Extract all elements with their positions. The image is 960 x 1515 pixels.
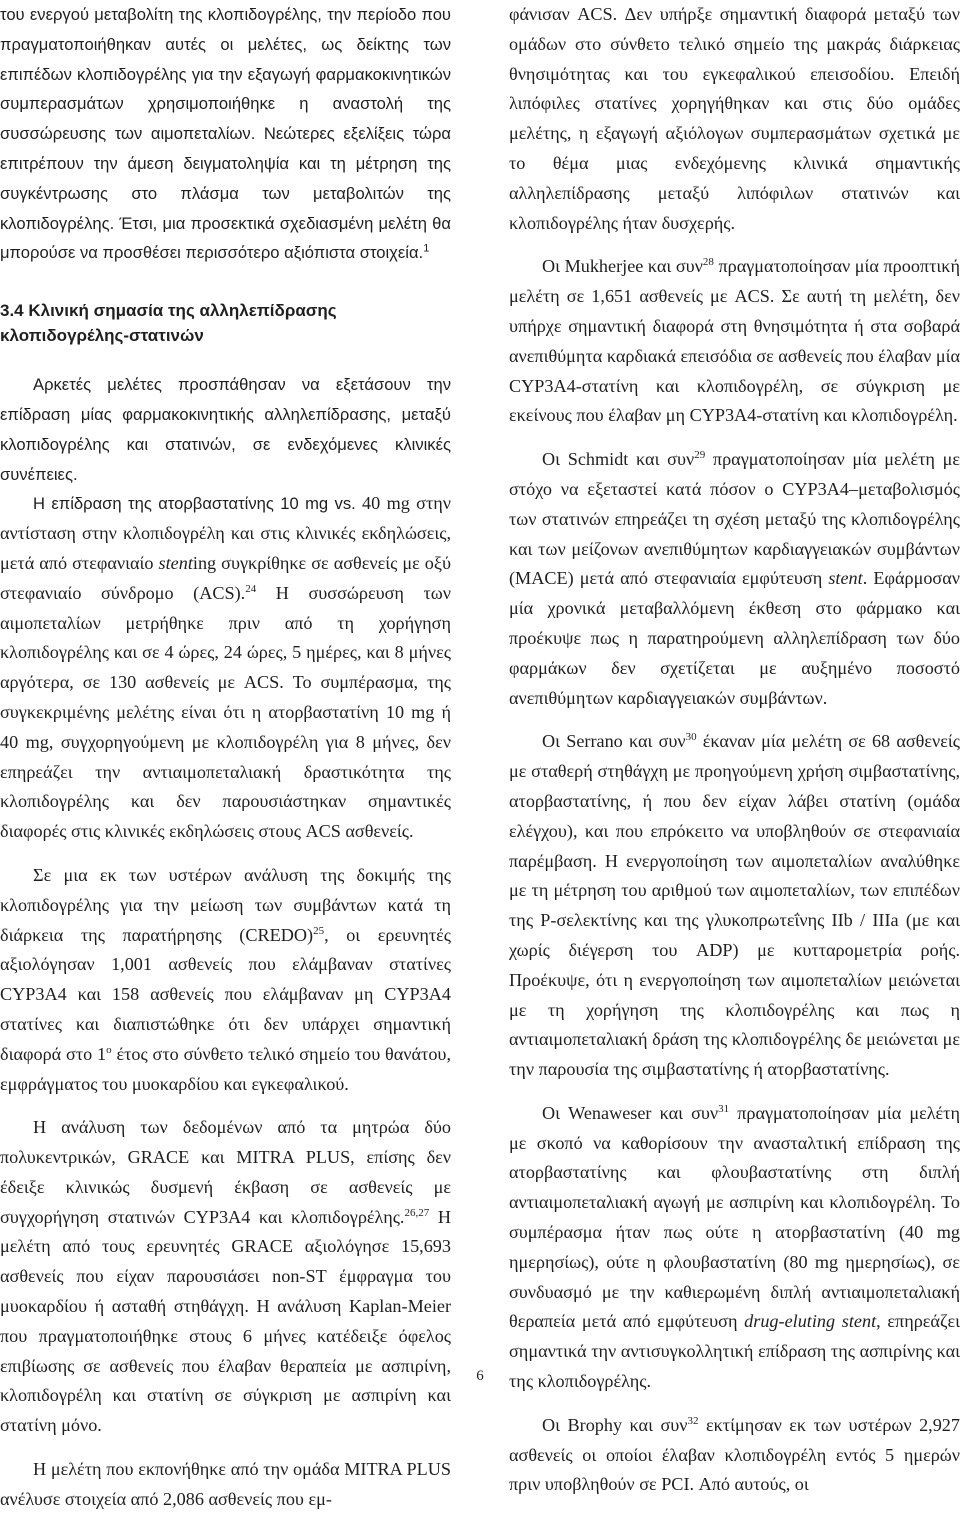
paragraph-mukherjee: Οι Mukherjee και συν$^{28}$ πραγματοποίησαν μία προοπτική μελέτη σε 1,651 ασθενείς με ACS. Σε αυτή τη μελέτη, δεν υπήρχε σημαντική διαφορά στη θνησιμότητα ή στα σοβαρά ανεπιθύμητα καρδιακά επεισόδια σε ασθενείς που έλαβαν μία CYP3A4-στατίνη και κλοπιδογρέλη, σε σύγκριση με εκείνους που έλαβαν μη CYP3A4-στατίνη και κλοπιδογρέλη.: [509, 256, 960, 426]
section-heading-3-4: 3.4 Κλινική σημασία της αλληλεπίδρασης κλοπιδογρέλης-στατινών: [0, 301, 337, 346]
paragraph-2: Η επίδραση της ατορβαστατίνης 10 mg vs. 40 mg στην αντίσταση στην κλοπιδογρέλη και στις κλινικές εκδηλώσεις, μετά από στεφανιαίο stenting συγκρίθηκε σε ασθενείς με οξύ στεφανιαίο σύνδρομο (ACS).$^{24}$ Η συσσώρευση των αιμοπεταλίων μετρήθηκε πριν από τη χορήγηση κλοπιδογρέλης και σε 4 ώρες, 24 ώρες, 5 ημέρες, και 8 μήνες αργότερα, σε 130 ασθενείς με ACS. Το συμπέρασμα, της συγκεκριμένης μελέτης είναι ότι η ατορβαστατίνη 10 mg ή 40 mg, συγχορηγούμενη με κλοπιδογρέλη για 8 μήνες, δεν επηρεάζει την αντιαιμοπεταλιακή δραστικότητα της κλοπιδογρέλης και δεν παρουσιάστηκαν σημαντικές διαφορές στις κλινικές εκδηλώσεις στους ACS ασθενείς.: [0, 493, 451, 842]
citation-24: 24: [245, 582, 257, 595]
citation-28: 28: [702, 256, 714, 269]
citation-25: 25: [313, 924, 325, 937]
citation-32: 32: [687, 1414, 699, 1427]
paragraph-continued: φάνισαν ACS. Δεν υπήρξε σημαντική διαφορά μεταξύ των ομάδων στο σύνθετο τελικό σημείο της μακράς διάρκειας θνησιμότητας και του εγκεφαλικού επεισοδίου. Επειδή λιπόφιλες στατίνες χορηγήθηκαν και στις δύο ομάδες μελέτης, η εξαγωγή αξιόλογων συμπερασμάτων σχετικά με το θέμα μιας ενδεχόμενης κλινικά σημαντικής αλληλεπίδρασης μεταξύ λιπόφιλων στατινών και κλοπιδογρέλης ήταν δυσχερής.: [509, 4, 960, 233]
citation-26-27: 26,27: [404, 1206, 430, 1219]
citation-29: 29: [694, 449, 706, 462]
paragraph-wenaweser: Οι Wenaweser και συν$^{31}$ πραγματοποίησαν μία μελέτη με σκοπό να καθορίσουν την ανασταλτική επίδραση της ατορβαστατίνης και φλουβαστατίνης στη διπλή αντιαιμοπεταλιακή αγωγή με ασπιρίνη και κλοπιδογρέλη. Το συμπέρασμα ήταν πως ούτε η ατορβαστατίνη (40 mg ημερησίως), ούτε η φλουβαστατίνη (80 mg ημερησίως), σε συνδυασμό με την καθιερωμένη διπλή αντιαιμοπεταλιακή θεραπεία μετά από εμφύτευση drug-eluting stent, επηρεάζει σημαντικά την αντισυγκολλητική επίδραση της ασπιρίνης και της κλοπιδογρέλης.: [509, 1102, 960, 1392]
citation-31: 31: [718, 1102, 730, 1115]
right-column: [509, 0, 960, 1500]
paragraph-1: Αρκετές μελέτες προσπάθησαν να εξετάσουν την επίδραση μίας φαρμακοκινητικής αλληλεπίδρασης, μεταξύ κλοπιδογρέλης και στατινών, σε ενδεχόμενες κλινικές συνέπειες.: [0, 375, 451, 484]
paragraph-4: Η ανάλυση των δεδομένων από τα μητρώα δύο πολυκεντρικών, GRACE και MITRA PLUS, επίσης δεν έδειξε κλινικώς δυσμενή έκβαση σε ασθενείς με συγχορήγηση στατινών CYP3A4 και κλοπιδογρέλης.$^{26,27}$ Η μελέτη από τους ερευνητές GRACE αξιολόγησε 15,693 ασθενείς που είχαν παρουσιάσει non-ST έμφραγμα του μυοκαρδίου ή ασταθή στηθάγχη. Η ανάλυση Kaplan-Meier που πραγματοποιήθηκε στους 6 μήνες κατέδειξε όφελος επιβίωσης σε ασθενείς που έλαβαν θεραπεία με ασπιρίνη, κλοπιδογρέλη και στατίνη σε σύγκριση με ασπιρίνη και στατίνη μόνο.: [0, 1117, 451, 1436]
citation-1: 1: [423, 242, 430, 255]
page-number: 6: [476, 1368, 484, 1384]
paragraph-serrano: Οι Serrano και συν$^{30}$ έκαναν μία μελέτη σε 68 ασθενείς με σταθερή στηθάγχη με προηγούμενη χρήση σιμβαστατίνης, ατορβαστατίνης, ή που δεν είχαν λάβει στατίνη (ομάδα ελέγχου), και που επρόκειτο να υποβληθούν σε στεφανιαία παρέμβαση. Η ενεργοποίηση των αιμοπεταλίων αναλύθηκε με τη μέτρηση του αριθμού των αιμοπεταλίων, των επιπέδων της P-σελεκτίνης και της γλυκοπρωτεΐνης IIb / IIIa (με και χωρίς διέγερση του ADP) με κυτταρομετρία ροής. Προέκυψε, ότι η ενεργοποίηση των αιμοπεταλίων μειώνεται με τη χορήγηση της κλοπιδογρέλης και πως η αντιαιμοπεταλιακή δράση της κλοπιδογρέλης δε μειώνεται με την παρουσία της σιμβαστατίνης ή ατορβαστατίνης.: [509, 731, 960, 1080]
paragraph-brophy: Οι Brophy και συν$^{32}$ εκτίμησαν εκ των υστέρων 2,927 ασθενείς οι οποίοι έλαβαν κλοπιδογρέλη εντός 5 ημερών πριν υποβληθούν σε PCI. Από αυτούς, οι: [509, 1414, 960, 1495]
left-column: [0, 0, 451, 1515]
citation-30: 30: [685, 731, 697, 744]
paragraph-schmidt: Οι Schmidt και συν$^{29}$ πραγματοποίησαν μία μελέτη με στόχο να εξεταστεί κατά πόσον ο CYP3A4–μεταβολισμός των στατινών επηρεάζει τη σχέση μεταξύ της κλοπιδογρέλης και των μείζονων ανεπιθύμητων καρδιαγγειακών συμβάντων (MACE) μετά από στεφανιαία εμφύτευση stent. Εφάρμοσαν μία χρονικά μεταβαλλόμενη έκθεση στο φάρμακο και προέκυψε πως η παρατηρούμενη αλληλεπίδραση των δύο φαρμάκων δεν σχετίζεται με αυξημένο ποσοστό ανεπιθύμητων καρδιαγγειακών συμβάντων.: [509, 449, 960, 708]
paragraph-5: Η μελέτη που εκπονήθηκε από την ομάδα MITRA PLUS ανέλυσε στοιχεία από 2,086 ασθενείς που εμ-: [0, 1459, 451, 1509]
paragraph-3: Σε μια εκ των υστέρων ανάλυση της δοκιμής της κλοπιδογρέλης για την μείωση των συμβάντων κατά τη διάρκεια της παρατήρησης (CREDO)$^{25}$, οι ερευνητές αξιολόγησαν 1,001 ασθενείς που ελάμβαναν στατίνες CYP3A4 και 158 ασθενείς που ελάμβαναν μη CYP3A4 στατίνες και διαπιστώθηκε ότι δεν υπάρχει σημαντική διαφορά στο $1^o$ έτος στο σύνθετο τελικό σημείο του θανάτου, εμφράγματος του μυοκαρδίου και εγκεφαλικού.: [0, 864, 451, 1094]
paragraph-intro: του ενεργού μεταβολίτη της κλοπιδογρέλης, την περίοδο που πραγματοποιήθηκαν αυτές οι μελέτες, ως δείκτης των επιπέδων κλοπιδογρέλης για την εξαγωγή φαρμακοκινητικών συμπερασμάτων χρησιμοποιήθηκε η αναστολή της συσσώρευσης των αιμοπεταλίων. Νεώτερες εξελίξεις τώρα επιτρέπουν την άμεση δειγματοληψία και τη μέτρηση της συγκέντρωσης στο πλάσμα των μεταβολιτών της κλοπιδογρέλης. Έτσι, μια προσεκτικά σχεδιασμένη μελέτη θα μπορούσε να προσθέσει περισσότερο αξιόπιστα στοιχεία.$^1$: [0, 5, 451, 263]
